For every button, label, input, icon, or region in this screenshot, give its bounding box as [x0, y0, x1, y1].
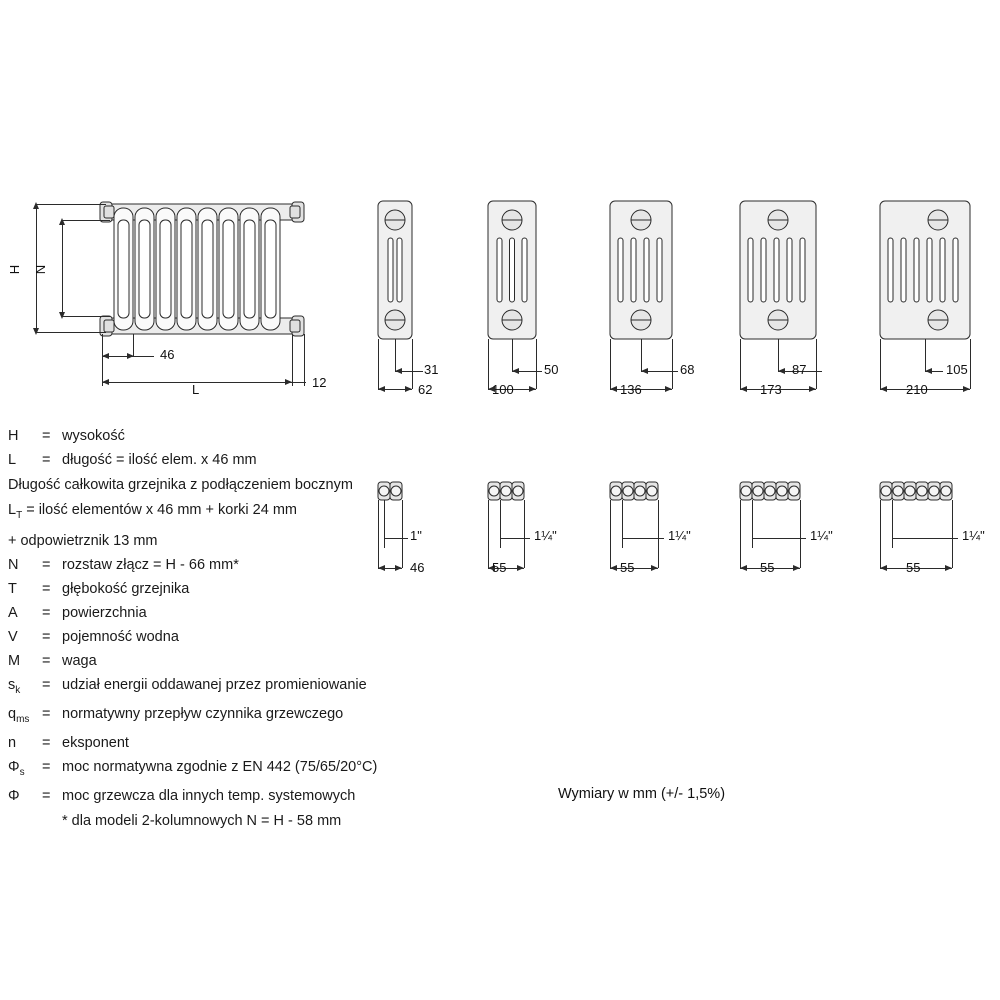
legend-equals: = — [42, 452, 51, 468]
pipe-size-4: 1¼" — [668, 528, 691, 543]
radiator-front-svg — [0, 190, 340, 420]
legend-symbol: Φ — [8, 787, 20, 804]
section-3-outer-dim: 100 — [492, 382, 514, 397]
legend-symbol: H — [8, 428, 19, 444]
section-2-inner-dim: 31 — [424, 362, 439, 377]
section-6-col-svg — [870, 196, 995, 346]
topview-3-col-svg — [478, 478, 598, 518]
legend-text: powierzchnia — [62, 604, 147, 621]
legend-row-m — [8, 653, 478, 670]
legend-text: moc normatywna zgodnie z EN 442 (75/65/20°C) — [62, 758, 378, 775]
legend-text: rozstaw złącz = H - 66 mm* — [62, 556, 239, 573]
n-dim-line — [62, 220, 63, 316]
legend-equals: = — [42, 676, 51, 693]
legend-row-n — [8, 557, 478, 574]
ext-right-outer — [304, 334, 305, 386]
legend-row-qms — [8, 706, 478, 728]
topview-6-col — [870, 478, 995, 575]
legend-row-phi — [8, 788, 478, 805]
section-6-outer-dim: 210 — [906, 382, 928, 397]
section-5-inner-dim: 87 — [792, 362, 807, 377]
legend-row-n-exp — [8, 735, 478, 752]
pipe-size-3: 1¼" — [534, 528, 557, 543]
section-6-col — [870, 196, 995, 397]
legend-lt-symbol: L — [8, 502, 17, 518]
section-2-col-svg — [362, 196, 472, 346]
pipe-dim-4: 55 — [620, 560, 635, 575]
legend-row-h — [8, 428, 478, 445]
legend-equals: = — [42, 556, 51, 573]
section-4-col — [600, 196, 730, 397]
section-3-col-svg — [478, 196, 598, 346]
section-3-col — [478, 196, 598, 397]
legend-symbol: $q_{ms}$ — [8, 705, 30, 725]
legend-equals: = — [42, 734, 51, 751]
dim12-line — [292, 382, 306, 383]
legend-text: waga — [62, 652, 97, 669]
legend-row-sk — [8, 677, 478, 699]
ext-right-inner — [292, 334, 293, 386]
legend-row-t — [8, 581, 478, 598]
legend-symbol: M — [8, 652, 21, 669]
pipe-size-6: 1¼" — [962, 528, 985, 543]
legend-equals: = — [42, 758, 51, 775]
dim-L: L — [192, 382, 200, 397]
legend-footnote: * dla modeli 2-kolumnowych N = H - 58 mm — [62, 812, 342, 829]
legend-total-length-cont: + odpowietrznik 13 mm — [8, 532, 158, 549]
pipe-dim-2: 46 — [410, 560, 425, 575]
legend-equals: = — [42, 628, 51, 645]
legend-list — [8, 428, 478, 837]
topview-3-col — [478, 478, 598, 575]
legend-row-a — [8, 605, 478, 622]
dimL-arrow-right — [285, 379, 292, 385]
legend-row-phi-s — [8, 759, 478, 781]
pipe-size-5: 1¼" — [810, 528, 833, 543]
dim-12: 12 — [312, 375, 327, 390]
legend-equals: = — [42, 652, 51, 669]
label-n: N — [33, 264, 49, 275]
legend-text: głębokość grzejnika — [62, 580, 190, 597]
legend-equals: = — [42, 787, 51, 804]
legend-text: pojemność wodna — [62, 628, 179, 645]
section-3-inner-dim: 50 — [544, 362, 559, 377]
legend-symbol: $s_k$ — [8, 676, 21, 696]
legend-symbol: N — [8, 556, 19, 573]
section-5-col — [730, 196, 870, 397]
legend-symbol: T — [8, 580, 17, 597]
legend-lt-rest: = ilość elementów x 46 mm + korki 24 mm — [26, 502, 297, 518]
legend-row-v — [8, 629, 478, 646]
legend-symbol: $\Phi_s$ — [8, 758, 25, 778]
legend-text: długość = ilość elem. x 46 mm — [62, 452, 257, 468]
dimensions-note: Wymiary w mm (+/- 1,5%) — [558, 786, 726, 802]
legend-symbol: V — [8, 628, 18, 645]
pipe-dim-3: 55 — [492, 560, 507, 575]
front-view-drawing — [0, 190, 340, 420]
n-ext-top — [62, 220, 110, 221]
legend-symbol: n — [8, 734, 17, 751]
legend-symbol: A — [8, 604, 18, 621]
topview-4-col — [600, 478, 730, 575]
h-ext-top — [36, 204, 106, 205]
pipe-size-2: 1" — [410, 528, 422, 543]
section-4-col-svg — [600, 196, 730, 346]
section-4-inner-dim: 68 — [680, 362, 695, 377]
dim-46: 46 — [160, 347, 175, 362]
section-6-inner-dim: 105 — [946, 362, 968, 377]
legend-equals: = — [42, 705, 51, 722]
dimL-arrow-left — [102, 379, 109, 385]
dim46-arrow-left — [102, 353, 109, 359]
legend-row-l — [8, 452, 478, 469]
pipe-dim-6: 55 — [906, 560, 921, 575]
h-ext-bottom — [36, 332, 106, 333]
legend-symbol: L — [8, 452, 17, 468]
section-2-outer-dim: 62 — [418, 382, 433, 397]
legend-text: udział energii oddawanej przez promieniowanie — [62, 676, 367, 693]
legend-equals: = — [42, 604, 51, 621]
pipe-dim-5: 55 — [760, 560, 775, 575]
section-4-outer-dim: 136 — [620, 382, 642, 397]
dim46-arrow-right — [127, 353, 134, 359]
topview-4-col-svg — [600, 478, 730, 518]
legend-equals: = — [42, 428, 51, 444]
n-ext-bottom — [62, 316, 110, 317]
legend-text: moc grzewcza dla innych temp. systemowych — [62, 787, 356, 804]
legend-total-length-formula — [8, 501, 478, 525]
legend-text: normatywny przepływ czynnika grzewczego — [62, 705, 344, 722]
legend-total-length-title: Długość całkowita grzejnika z podłączeniem bocznym — [8, 477, 353, 493]
topview-5-col — [730, 478, 870, 575]
label-h: H — [7, 264, 23, 275]
section-5-col-svg — [730, 196, 870, 346]
legend-lt-sub: T — [16, 509, 23, 521]
section-2-col — [362, 196, 472, 397]
legend-equals: = — [42, 580, 51, 597]
legend-text: wysokość — [62, 428, 125, 444]
legend-text: eksponent — [62, 734, 129, 751]
topview-6-col-svg — [870, 478, 995, 518]
section-5-outer-dim: 173 — [760, 382, 782, 397]
